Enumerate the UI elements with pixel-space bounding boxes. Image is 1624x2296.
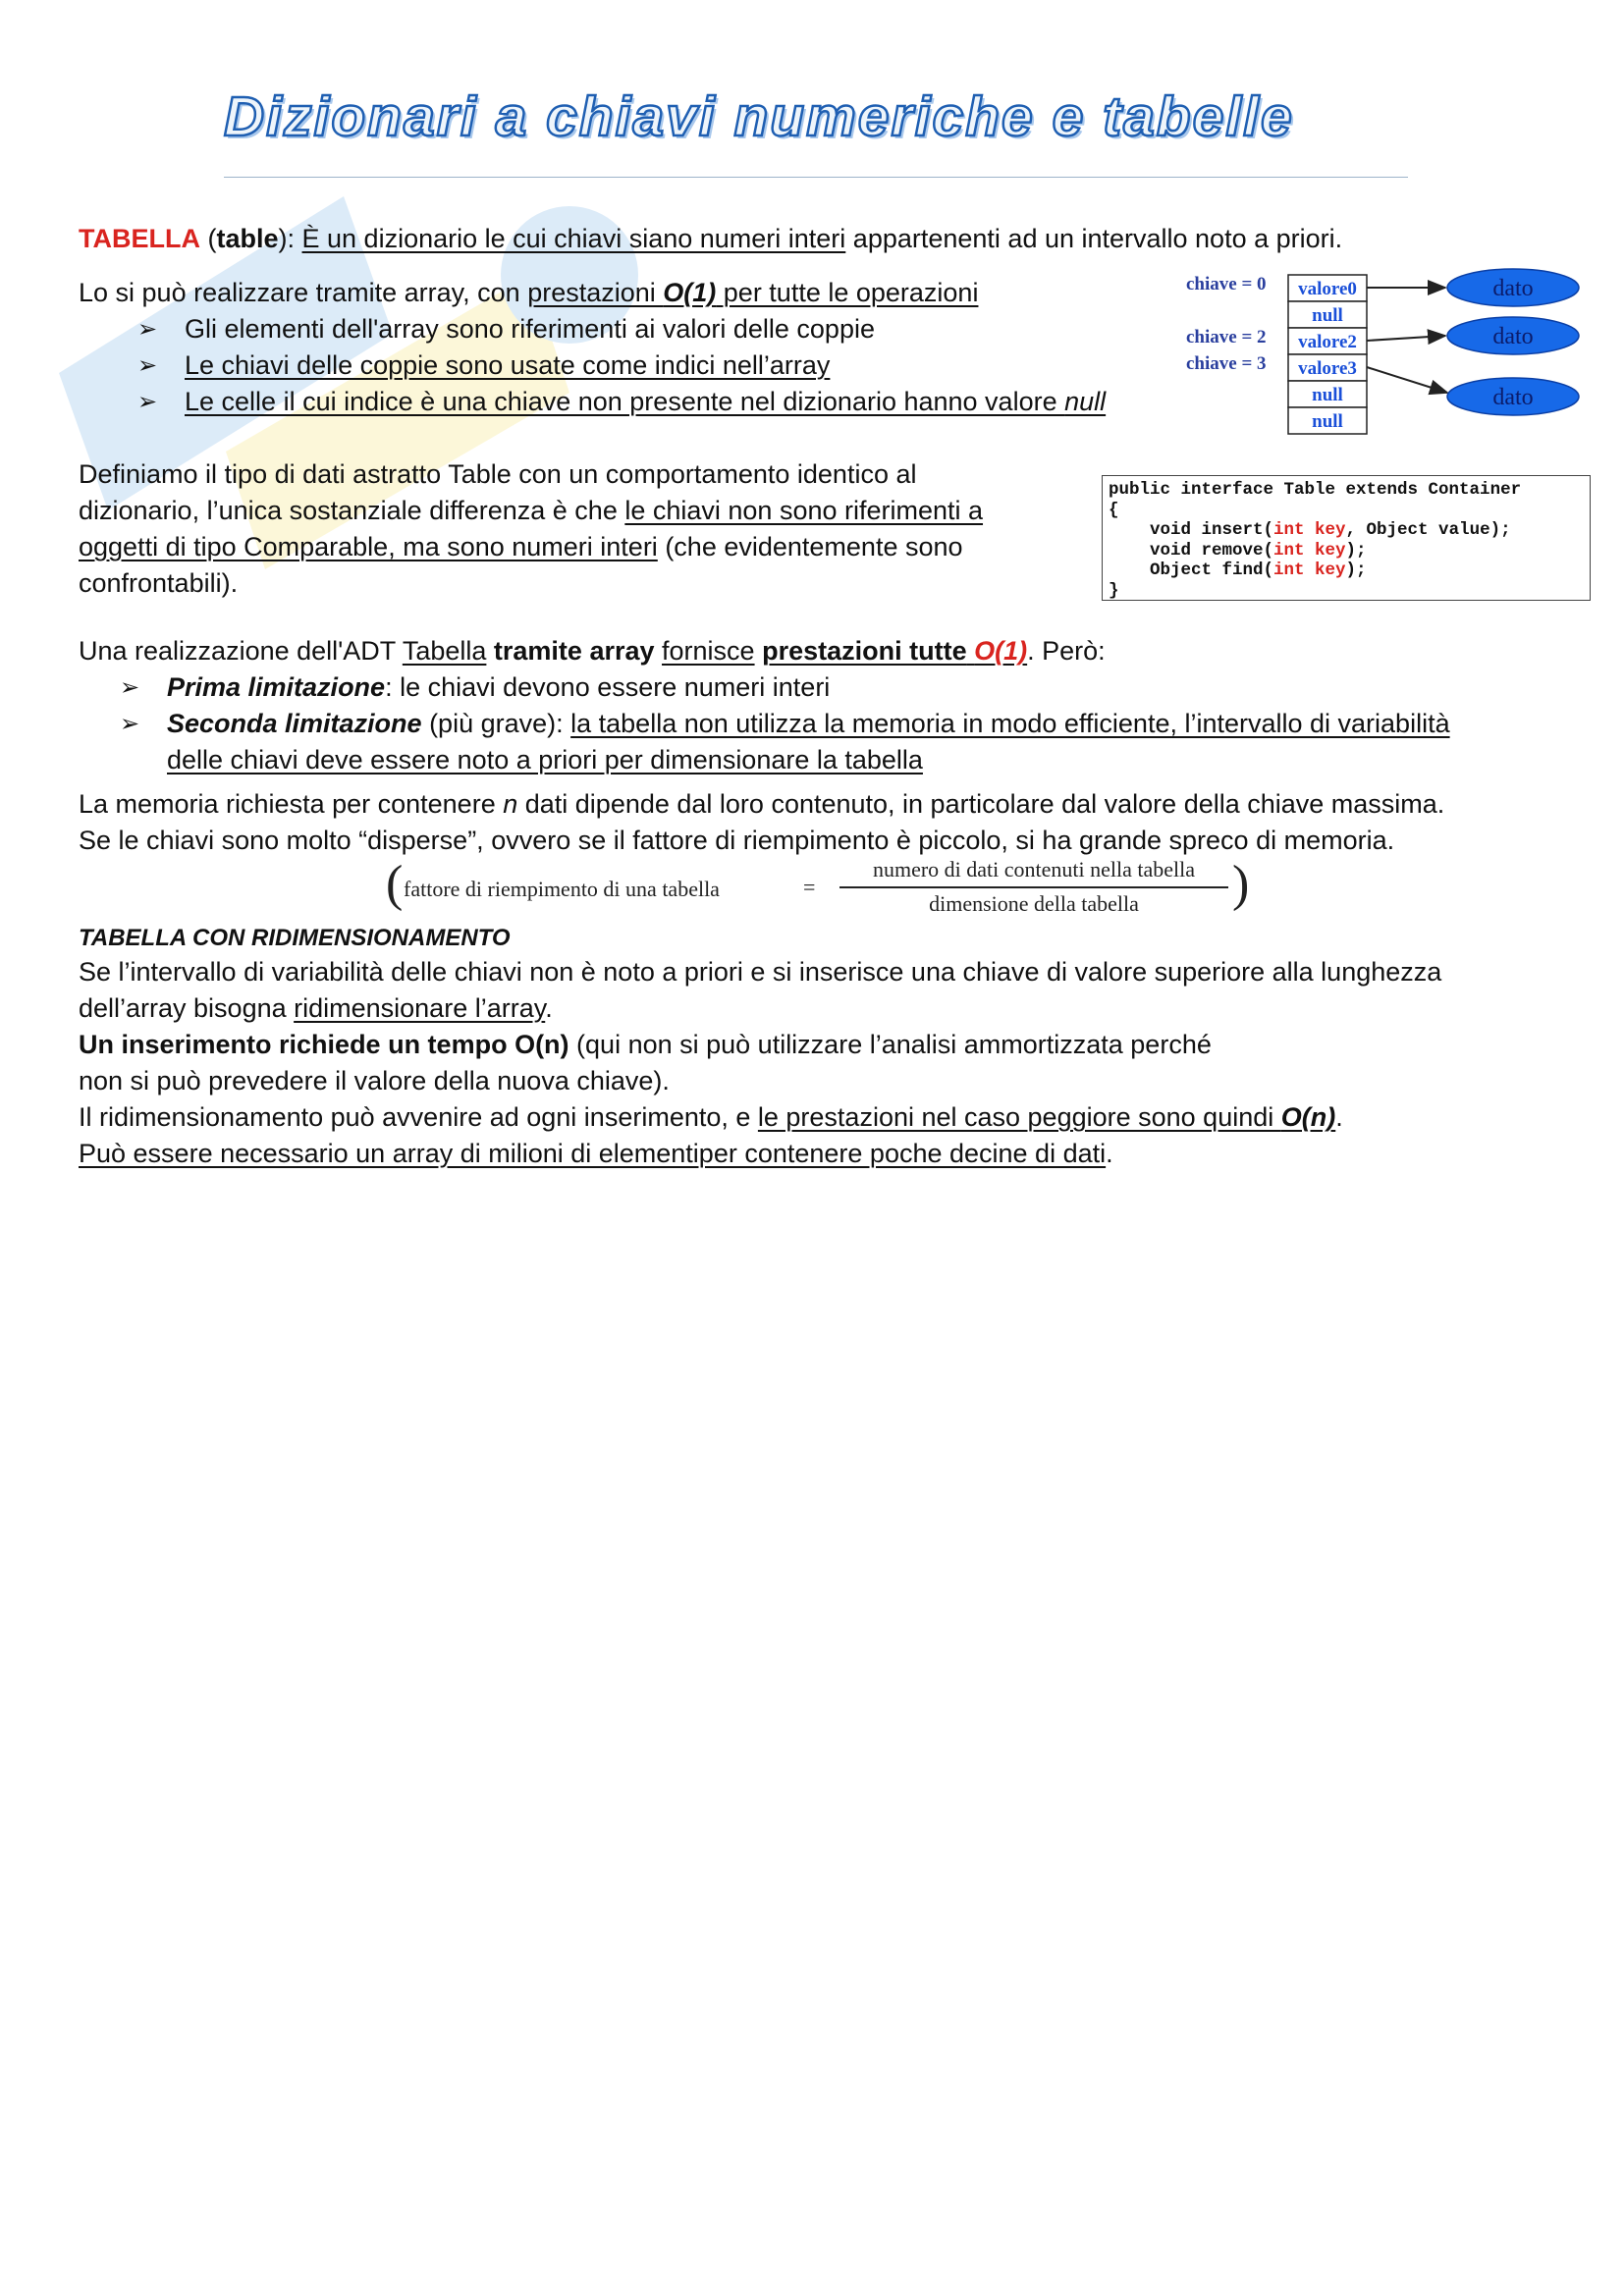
definition-paragraph <box>79 221 1342 257</box>
cell-value: null <box>1312 385 1343 405</box>
code-block <box>1102 475 1591 601</box>
definition-underlined: È un dizionario le cui chiavi siano numeri interi <box>301 224 846 253</box>
adt-line <box>79 493 983 529</box>
cell-value: null <box>1312 305 1343 326</box>
resize-line: dell’array bisogna ridimensionare l’array. <box>79 993 553 1023</box>
formula-lhs: fattore di riempimento di una tabella <box>404 877 720 901</box>
adt-array-paragraph: Una realizzazione dell'ADT Tabella tramite array fornisce prestazioni tutte O(1). Però: <box>79 636 1106 666</box>
limitation-underlined: la tabella non utilizza la memoria in modo efficiente, l’intervallo di variabilità <box>570 709 1450 738</box>
million-array-underlined: Può essere necessario un array di milioni di elementiper contenere poche decine di dati <box>79 1139 1107 1168</box>
bullet3-null: null <box>1064 387 1107 416</box>
code-line: public interface Table extends Container <box>1109 480 1522 500</box>
code-line: void remove(int key); <box>1109 540 1367 561</box>
cell-value: valore3 <box>1298 358 1357 379</box>
insert-time-bold: Un inserimento richiede un tempo O(n) <box>79 1030 569 1059</box>
adt-line: confrontabili). <box>79 568 239 598</box>
arrow-bullet-icon: ➢ <box>120 711 140 737</box>
definition-rest: appartenenti ad un intervallo noto a priori. <box>845 224 1343 253</box>
perf-rest: per tutte le operazioni <box>716 278 979 307</box>
pointer-arrow <box>1367 336 1445 341</box>
adt-line <box>79 529 963 565</box>
formula-paren-open: ( <box>386 856 404 912</box>
resize-line: Il ridimensionamento può avvenire ad ogni inserimento, e le prestazioni nel caso peggiore sono quindi O(n). <box>79 1102 1343 1132</box>
data-node-label: dato <box>1492 276 1534 301</box>
resize-line: Se l’intervallo di variabilità delle chiavi non è noto a priori e si inserisce una chiave di valore superiore alla lunghezza <box>79 957 1442 987</box>
array-intro-text: Lo si può realizzare tramite array, con <box>79 278 528 307</box>
arrow-bullet-icon: ➢ <box>137 316 158 343</box>
key-label: chiave = 2 <box>1186 327 1267 347</box>
bullet3-text: Le celle il cui indice è una chiave non presente nel dizionario hanno valore <box>185 387 1065 416</box>
table-array-diagram <box>1173 263 1596 438</box>
array-intro <box>79 275 978 311</box>
adt-line3-text: (che evidentemente sono <box>657 532 963 561</box>
adt-line: Definiamo il tipo di dati astratto Table con un comportamento identico al <box>79 459 917 489</box>
adt-line3-underlined: oggetti di tipo Comparable, ma sono numeri interi <box>79 532 658 561</box>
formula-paren-close: ) <box>1232 856 1250 912</box>
memory-line: La memoria richiesta per contenere n dati dipende dal loro contenuto, in particolare dal valore della chiave massima. <box>79 789 1445 819</box>
code-line: void insert(int key, Object value); <box>1109 520 1511 540</box>
resize-line: Un inserimento richiede un tempo O(n) (qui non si può utilizzare l’analisi ammortizzata perché <box>79 1030 1212 1059</box>
bullet-item: Gli elementi dell'array sono riferimenti ai valori delle coppie <box>185 314 875 344</box>
data-node-label: dato <box>1492 385 1534 410</box>
limitation-title: Seconda limitazione <box>167 709 422 738</box>
page-title: Dizionari a chiavi numeriche e tabelle <box>224 85 1294 148</box>
fraction-bar <box>839 886 1228 888</box>
resize-underlined: ridimensionare l’array <box>294 993 546 1023</box>
tabella-underlined: Tabella <box>402 636 487 666</box>
cell-value: null <box>1312 411 1343 432</box>
term-table: table <box>216 224 279 253</box>
cell-value: valore0 <box>1298 279 1357 299</box>
limitation-title: Prima limitazione <box>167 672 386 702</box>
n-variable: n <box>503 789 518 819</box>
perf-label: prestazioni <box>527 278 664 307</box>
limitation-item: Prima limitazione: le chiavi devono essere numeri interi <box>167 672 831 702</box>
cell-value: valore2 <box>1298 332 1357 352</box>
limitation-continuation <box>167 742 923 778</box>
formula-numerator: numero di dati contenuti nella tabella <box>872 857 1196 881</box>
perf-o1: O(1) <box>663 278 717 307</box>
key-label: chiave = 3 <box>1186 353 1267 374</box>
adt-line2-text: dizionario, l’unica sostanziale differenza è che <box>79 496 625 525</box>
limitation-item: Seconda limitazione (più grave): la tabella non utilizza la memoria in modo efficiente, l’intervallo di variabilità <box>167 709 1450 738</box>
key-label: chiave = 0 <box>1186 274 1267 294</box>
section-heading: TABELLA CON RIDIMENSIONAMENTO <box>79 925 511 951</box>
code-line: { <box>1109 500 1119 520</box>
code-line: Object find(int key); <box>1109 561 1367 580</box>
term-tabella: TABELLA <box>79 224 200 253</box>
limitation-underlined: delle chiavi deve essere noto a priori per dimensionare la tabella <box>167 745 923 774</box>
data-node-label: dato <box>1492 324 1534 349</box>
code-line: } <box>1109 580 1119 601</box>
resize-line: non si può prevedere il valore della nuova chiave). <box>79 1066 670 1095</box>
adt-line2-underlined: le chiavi non sono riferimenti a <box>624 496 984 525</box>
worst-case-on: O(n) <box>1280 1102 1336 1132</box>
resize-line: Può essere necessario un array di milioni di elementiper contenere poche decine di dati. <box>79 1139 1113 1168</box>
title-divider <box>224 177 1408 178</box>
tramite-array: tramite array <box>493 636 655 666</box>
perf-o1-red: O(1) <box>974 636 1028 666</box>
pointer-arrow <box>1367 367 1447 393</box>
formula-denominator: dimensione della tabella <box>929 891 1139 916</box>
arrow-bullet-icon: ➢ <box>137 389 158 415</box>
arrow-bullet-icon: ➢ <box>120 674 140 701</box>
bullet-item: Le chiavi delle coppie sono usate come indici nell’array <box>185 350 831 380</box>
memory-line: Se le chiavi sono molto “disperse”, ovvero se il fattore di riempimento è piccolo, si ha grande spreco di memoria. <box>79 826 1395 855</box>
arrow-bullet-icon: ➢ <box>137 352 158 379</box>
paren-close: ): <box>278 224 302 253</box>
formula-equals: = <box>803 875 816 899</box>
prestazioni-tutte: prestazioni tutte <box>762 636 967 666</box>
paren-open: ( <box>199 224 217 253</box>
worst-case-underlined: le prestazioni nel caso peggiore sono quindi <box>757 1102 1281 1132</box>
fill-factor-formula <box>386 857 1250 918</box>
bullet-item <box>185 384 1106 420</box>
